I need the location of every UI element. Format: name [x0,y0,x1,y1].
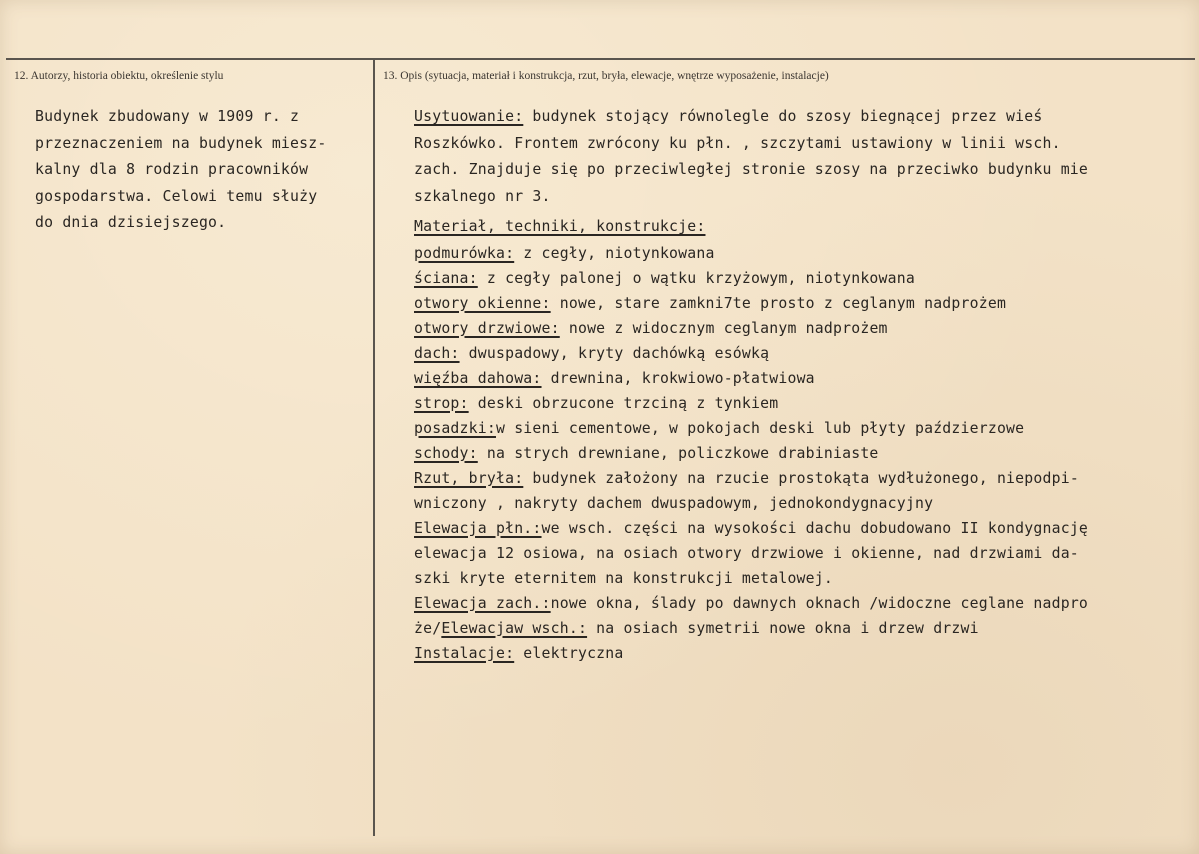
west-elevation-line [414,591,1184,616]
material-text: z cegły palonej o wątku krzyżowym, niotynkowana [477,269,915,287]
material-label: podmurówka: [414,244,515,262]
history-line: gospodarstwa. Celowi temu służy [35,187,318,205]
installations-line [414,641,1184,666]
material-text: deski obrzucone trzciną z tynkiem [468,394,779,412]
material-label: schody: [414,444,478,462]
west-elevation-label: Elewacja zach.: [414,594,551,612]
material-label: strop: [414,394,469,412]
material-item [414,416,1184,441]
situation-line: zach. Znajduje się po przeciwległej stronie szosy na przeciwko budynku mie [414,161,1089,178]
material-text: w sieni cementowe, w pokojach deski lub płyty paździerzowe [495,419,1025,437]
plan-line [414,466,1184,491]
situation-line: szkalnego nr 3. [414,187,551,205]
material-item [414,316,1184,341]
installations-label: Instalacje: [414,644,515,662]
material-item [414,241,1184,266]
material-label: dach: [414,344,460,362]
material-text: nowe, stare zamkni7te prosto z ceglanym nadprożem [550,294,1007,312]
north-elevation-label: Elewacja płn.: [414,519,542,537]
plan-line: wniczony , nakryty dachem dwuspadowym, jednokondygnacyjny [414,494,934,512]
plan-text: budynek założony na rzucie prostokąta wydłużonego, niepodpi- [523,469,1079,487]
situation-text: budynek stojący równolegle do szosy biegnącej przez wieś [523,108,1043,125]
material-item [414,341,1184,366]
material-label: posadzki: [414,419,496,437]
history-line: kalny dla 8 rodzin pracowników [35,161,309,178]
material-item [414,391,1184,416]
situation-label: Usytuowanie: [414,108,524,125]
north-elevation-text: we wsch. części na wysokości dachu dobudowano II kondygnację [541,519,1089,537]
top-rule [6,58,1195,60]
material-text: z cegły, niotynkowana [514,244,715,262]
material-label: więźba dahowa: [414,369,542,387]
east-elevation-prefix: że/ [414,619,442,637]
history-line: przeznaczeniem na budynek miesz- [35,134,327,152]
material-label: otwory okienne: [414,294,551,312]
material-text: drewnina, krokwiowo-płatwiowa [541,369,815,387]
material-label: otwory drzwiowe: [414,319,560,337]
north-elevation-line: szki kryte eternitem na konstrukcji metalowej. [414,569,833,587]
installations-text: elektryczna [514,644,624,662]
material-text: nowe z widocznym ceglanym nadprożem [559,319,888,337]
material-text: dwuspadowy, kryty dachówką esówką [459,344,770,362]
plan-label: Rzut, bryła: [414,469,524,487]
north-elevation-line: elewacja 12 osiowa, na osiach otwory drzwiowe i okienne, nad drzwiami da- [414,544,1079,562]
east-elevation-label: Elewacjaw wsch.: [441,619,588,637]
north-elevation-line [414,516,1184,541]
history-line: Budynek zbudowany w 1909 r. z [35,108,300,125]
west-elevation-text: nowe okna, ślady po dawnych oknach /widoczne ceglane nadpro [550,594,1089,612]
material-item [414,366,1184,391]
material-text: na strych drewniane, policzkowe drabiniaste [477,444,879,462]
column-divider [373,58,375,836]
material-item [414,266,1184,291]
description-text [414,104,1184,666]
history-header: 12. Autorzy, historia obiektu, określenie stylu [14,70,224,82]
material-item [414,441,1184,466]
east-elevation-text: na osiach symetrii nowe okna i drzew drzwi [587,619,979,637]
materials-heading-line [414,214,1184,241]
material-item [414,291,1184,316]
situation-line: Roszkówko. Frontem zwrócony ku płn. , szczytami ustawiony w linii wsch. [414,134,1061,152]
history-text [35,104,365,237]
history-line: do dnia dzisiejszego. [35,214,227,231]
material-label: ściana: [414,269,478,287]
description-header: 13. Opis (sytuacja, materiał i konstrukcja, rzut, bryła, elewacje, wnętrze wyposażenie, instalacje) [383,70,829,82]
situation-line [414,104,1184,131]
materials-heading: Materiał, techniki, konstrukcje: [414,218,706,235]
east-elevation-line [414,616,1184,641]
